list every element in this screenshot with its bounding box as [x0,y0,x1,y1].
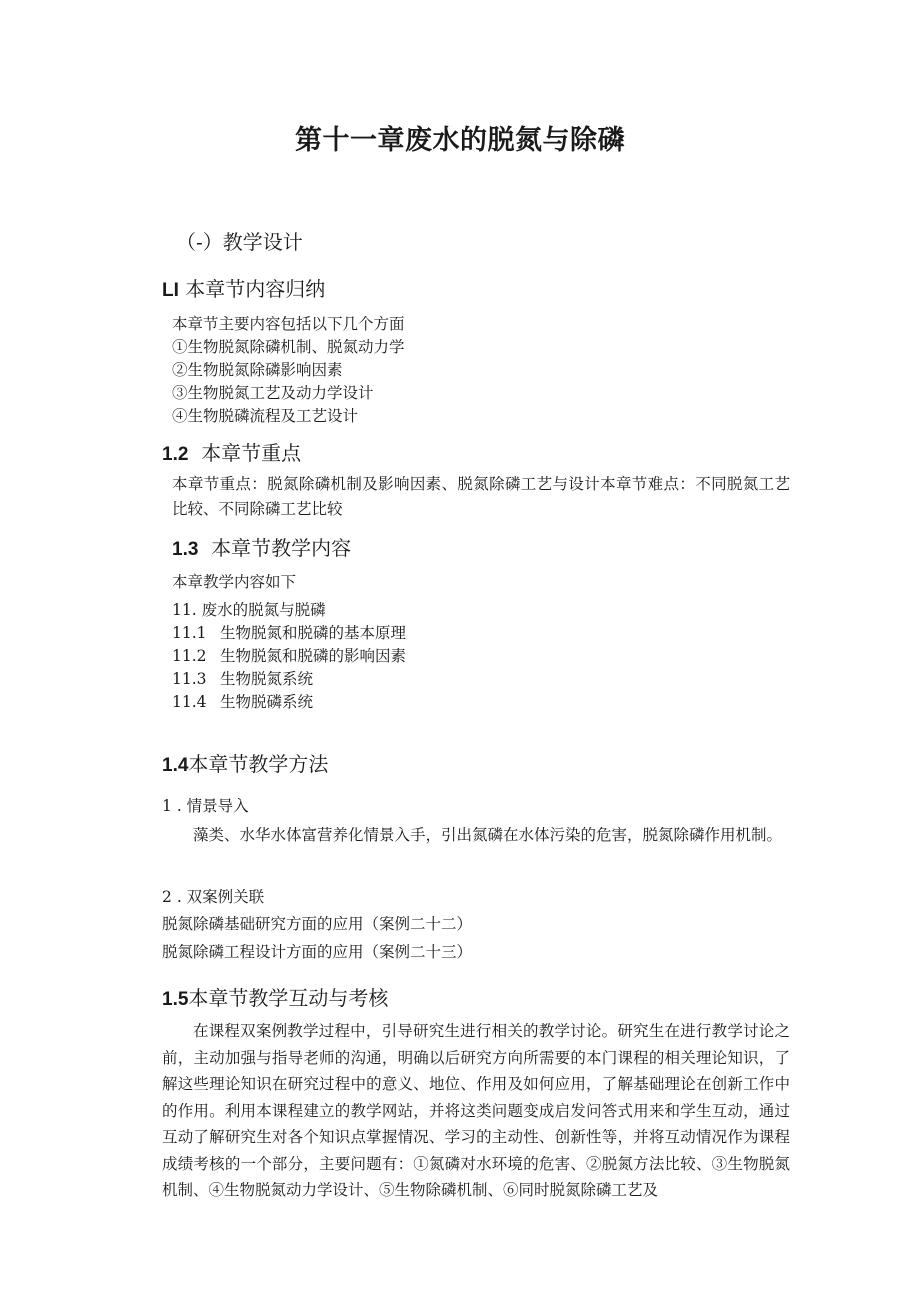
section-4-number: 1.4 [162,755,189,776]
section-3-heading [172,532,351,561]
list-item: ③生物脱氮工艺及动力学设计 [172,384,374,402]
toc-item: 11.1 生物脱氮和脱磷的基本原理 [172,624,407,642]
page-title: 第十一章废水的脱氮与除磷 [295,125,625,156]
toc-chapter: 11. 废水的脱氮与脱磷 [172,601,326,619]
section-2-number: 1.2 [162,444,189,465]
method-1-heading: 1 . 情景导入 [162,797,249,815]
list-item: ①生物脱氮除磷机制、脱氮动力学 [172,338,405,356]
list-item: ④生物脱磷流程及工艺设计 [172,407,359,425]
case-item: 脱氮除磷工程设计方面的应用（案例二十三） [162,943,473,961]
section-5-text: 在课程双案例教学过程中，引导研究生进行相关的教学讨论。研究生在进行教学讨论之前，主动加强与指导老师的沟通，明确以后研究方向所需要的本门课程的相关理论知识，了解这些理论知识在研究过程中的意义、地位、作用及如何应用，了解基础理论在创新工作中的作用。利用本课程建立的教学网站，并将这类问题变成启发问答式用来和学生互动，通过互动了解研究生对各个知识点掌握情况、学习的主动性、创新性等，并将互动情况作为课程成绩考核的一个部分，主要问题有：①氮磷对水环境的危害、②脱氮方法比较、③生物脱氮机制、④生物脱氮动力学设计、⑤生物除磷机制、⑥同时脱氮除磷工艺及 [162,1022,790,1199]
section-2-title: 本章节重点 [201,441,302,465]
method-1-text: 藻类、水华水体富营养化情景入手，引出氮磷在水体污染的危害，脱氮除磷作用机制。 [193,826,783,844]
section-5-number: 1.5 [162,989,189,1010]
toc-item: 11.3 生物脱氮系统 [172,670,314,688]
toc-item: 11.2 生物脱氮和脱磷的影响因素 [172,647,407,665]
case-item: 脱氮除磷基础研究方面的应用（案例二十二） [162,915,473,933]
section-1-title: 本章节内容归纳 [185,277,326,301]
section-1-heading [162,273,325,302]
section-2-text: 本章节重点：脱氮除磷机制及影响因素、脱氮除磷工艺与设计本章节难点：不同脱氮工艺比较、不同除磷工艺比较 [172,475,790,518]
section-2-heading [162,437,301,466]
method-2-heading: 2 . 双案例关联 [162,888,265,906]
section-1-number: LI [162,280,179,301]
section-heading: （-）教学设计 [176,230,303,254]
list-item: ②生物脱氮除磷影响因素 [172,361,343,379]
section-3-intro: 本章教学内容如下 [172,573,297,591]
section-1-intro: 本章节主要内容包括以下几个方面 [172,315,405,333]
section-3-title: 本章节教学内容 [211,536,352,560]
section-3-number: 1.3 [172,539,199,560]
section-4-heading [162,748,328,777]
section-5-title: 本章节教学互动与考核 [188,986,389,1010]
section-4-title: 本章节教学方法 [188,752,329,776]
section-5-heading [162,982,388,1011]
toc-item: 11.4 生物脱磷系统 [172,693,314,711]
